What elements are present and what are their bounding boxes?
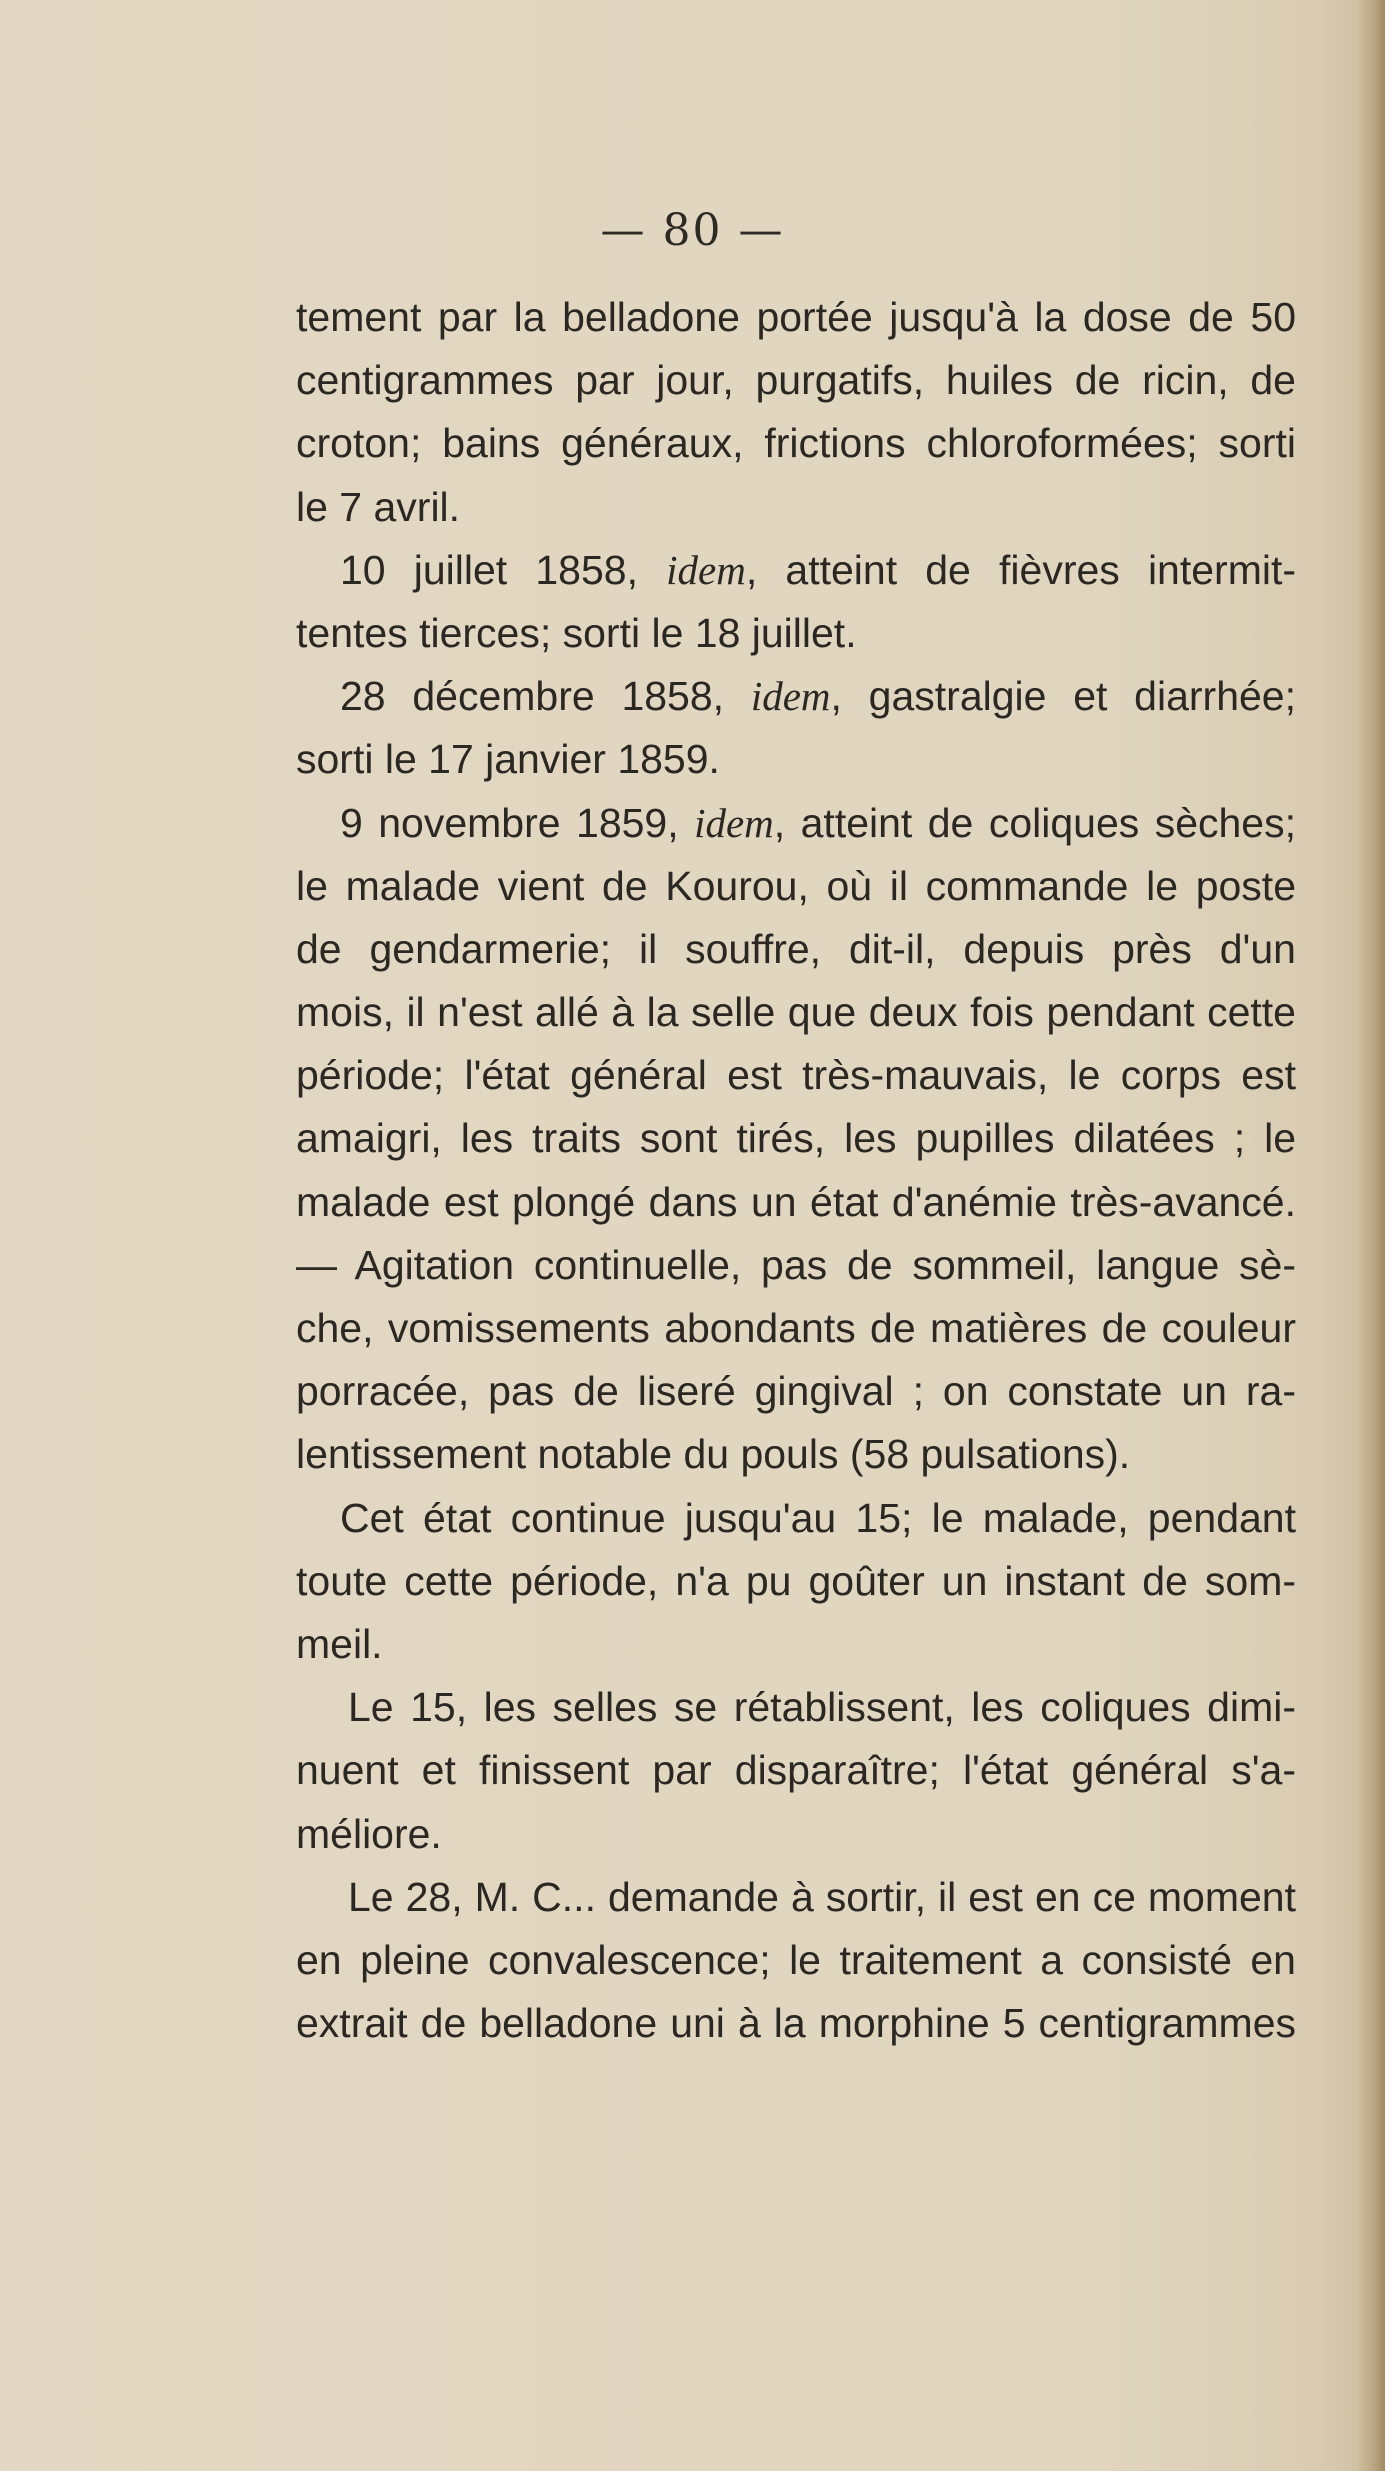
- text-line: en pleine convalescence; le traitement a consisté en: [296, 1936, 1296, 1983]
- page-edge-shadow: [1357, 0, 1385, 2471]
- text-line: sorti le 17 janvier 1859.: [296, 736, 720, 783]
- text-line: croton; bains généraux, frictions chloroformées; sorti: [296, 420, 1296, 467]
- text-line: mois, il n'est allé à la selle que deux fois pendant cette: [296, 989, 1296, 1036]
- body-text: [296, 286, 1296, 2055]
- text-line: méliore.: [296, 1810, 442, 1857]
- text-line: meil.: [296, 1620, 383, 1667]
- text-line: lentissement notable du pouls (58 pulsations).: [296, 1431, 1131, 1478]
- text-line: 28 décembre 1858, idem, gastralgie et diarrhée;: [340, 673, 1296, 720]
- text-line: Le 15, les selles se rétablissent, les coliques dimi-: [348, 1684, 1296, 1731]
- text-line: toute cette période, n'a pu goûter un instant de som-: [296, 1557, 1296, 1604]
- text-line: 10 juillet 1858, idem, atteint de fièvres intermit-: [340, 546, 1297, 593]
- text-line: le malade vient de Kourou, où il commande le poste: [296, 862, 1296, 909]
- text-line: le 7 avril.: [296, 483, 461, 530]
- text-line: tement par la belladone portée jusqu'à la dose de 50: [296, 294, 1296, 340]
- text-line: tentes tierces; sorti le 18 juillet.: [296, 609, 857, 656]
- text-line: porracée, pas de liseré gingival ; on constate un ra-: [296, 1368, 1296, 1415]
- text-line: che, vomissements abondants de matières de couleur: [296, 1305, 1296, 1351]
- text-line: période; l'état général est très-mauvais, le corps est: [296, 1052, 1296, 1099]
- page-number: — 80 —: [600, 205, 785, 256]
- text-line: de gendarmerie; il souffre, dit-il, depuis près d'un: [296, 925, 1296, 972]
- text-line: extrait de belladone uni à la morphine 5 centigrammes: [296, 2000, 1296, 2047]
- text-line: centigrammes par jour, purgatifs, huiles de ricin, de: [296, 357, 1296, 404]
- text-line: 9 novembre 1859, idem, atteint de coliques sèches;: [340, 799, 1296, 846]
- text-line: Cet état continue jusqu'au 15; le malade, pendant: [340, 1494, 1296, 1541]
- text-line: nuent et finissent par disparaître; l'état général s'a-: [296, 1747, 1296, 1794]
- text-line: amaigri, les traits sont tirés, les pupilles dilatées ; le: [296, 1115, 1296, 1162]
- text-line: Le 28, M. C... demande à sortir, il est en ce moment: [348, 1873, 1296, 1920]
- text-line: — Agitation continuelle, pas de sommeil, langue sè-: [296, 1241, 1296, 1288]
- text-line: malade est plongé dans un état d'anémie très-avancé.: [296, 1178, 1296, 1225]
